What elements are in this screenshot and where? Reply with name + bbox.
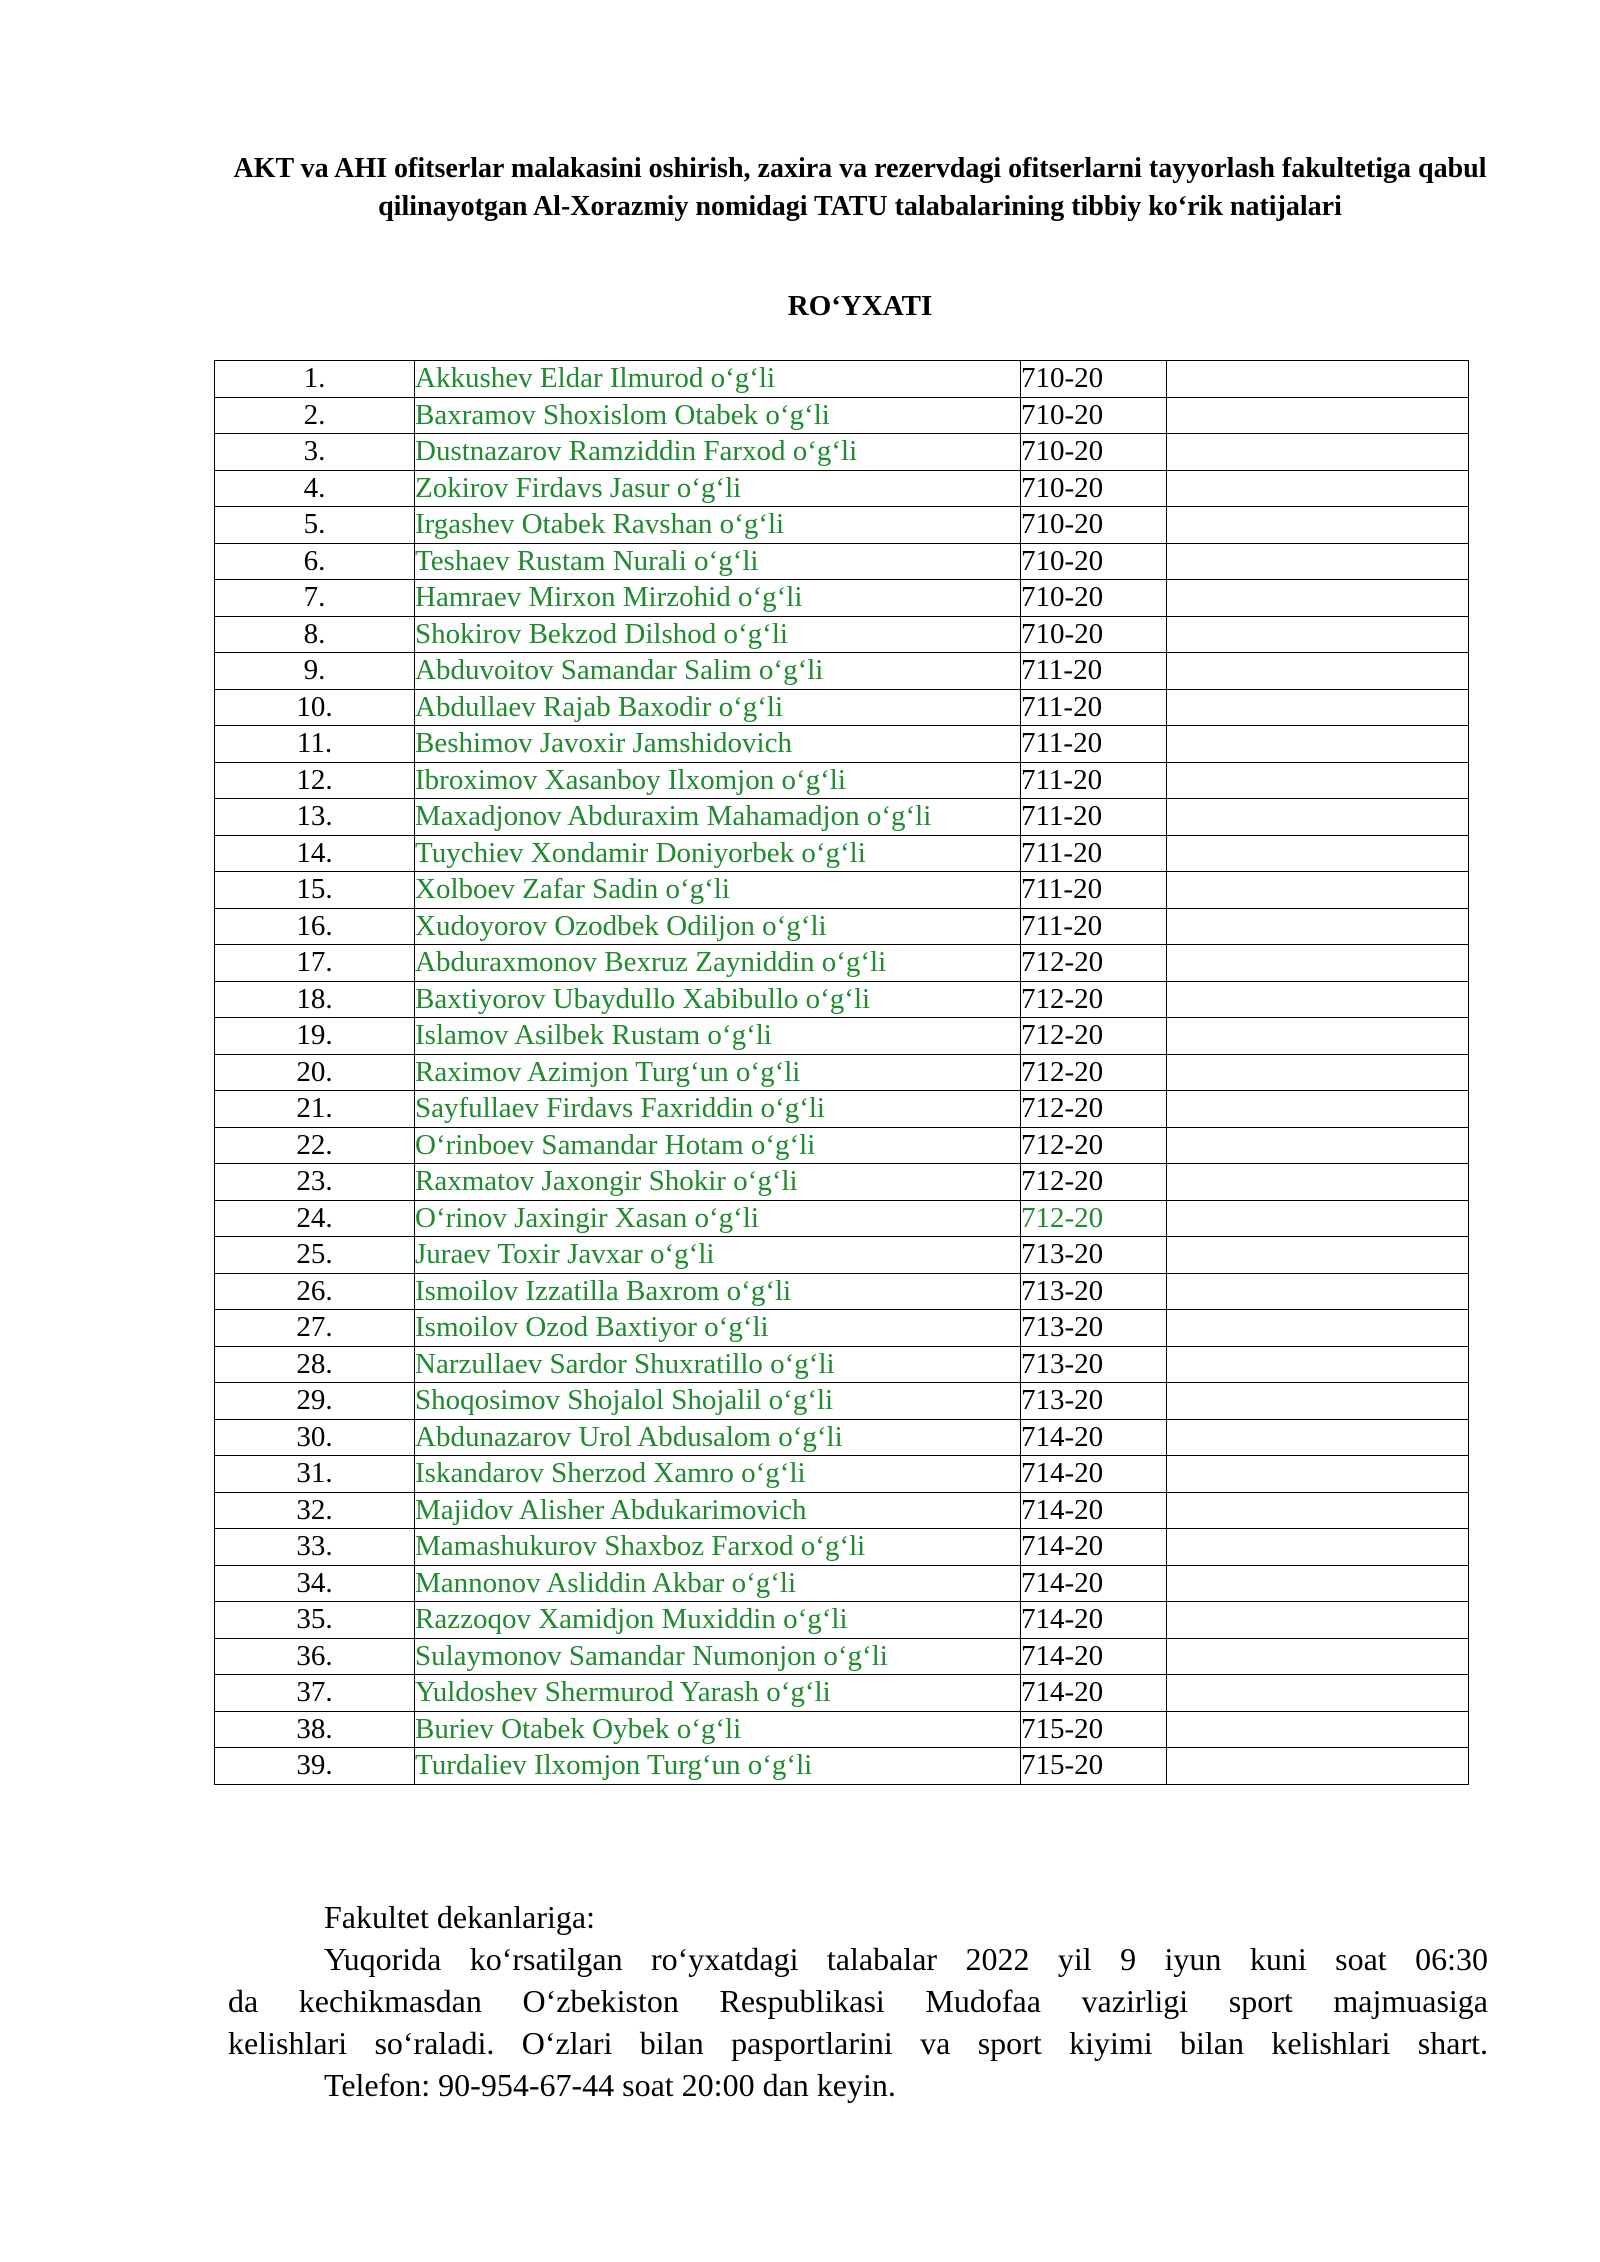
- table-row: [215, 689, 1469, 726]
- student-name: Oʻrinboev Samandar Hotam oʻgʻli: [415, 1127, 1021, 1164]
- group-code: 715-20: [1021, 1711, 1167, 1748]
- group-code: 712-20: [1021, 1091, 1167, 1128]
- group-code: 711-20: [1021, 689, 1167, 726]
- student-name: Xudoyorov Ozodbek Odiljon oʻgʻli: [415, 908, 1021, 945]
- group-code: 714-20: [1021, 1529, 1167, 1566]
- group-code: 714-20: [1021, 1565, 1167, 1602]
- result-cell: [1167, 1310, 1469, 1347]
- result-cell: [1167, 1091, 1469, 1128]
- result-cell: [1167, 945, 1469, 982]
- student-name: Shoqosimov Shojalol Shojalil oʻgʻli: [415, 1383, 1021, 1420]
- row-number: 2.: [215, 397, 415, 434]
- group-code: 711-20: [1021, 835, 1167, 872]
- table-row: [215, 1529, 1469, 1566]
- table-row: [215, 981, 1469, 1018]
- table-row: [215, 1675, 1469, 1712]
- table-row: [215, 653, 1469, 690]
- table-row: [215, 543, 1469, 580]
- result-cell: [1167, 397, 1469, 434]
- result-cell: [1167, 1383, 1469, 1420]
- table-row: [215, 361, 1469, 398]
- result-cell: [1167, 507, 1469, 544]
- group-code: 711-20: [1021, 872, 1167, 909]
- row-number: 24.: [215, 1200, 415, 1237]
- row-number: 22.: [215, 1127, 415, 1164]
- group-code: 710-20: [1021, 470, 1167, 507]
- result-cell: [1167, 1456, 1469, 1493]
- result-cell: [1167, 872, 1469, 909]
- group-code: 713-20: [1021, 1310, 1167, 1347]
- student-name: Xolboev Zafar Sadin oʻgʻli: [415, 872, 1021, 909]
- row-number: 6.: [215, 543, 415, 580]
- group-code: 714-20: [1021, 1638, 1167, 1675]
- group-code: 715-20: [1021, 1748, 1167, 1785]
- row-number: 26.: [215, 1273, 415, 1310]
- table-row: [215, 616, 1469, 653]
- group-code: 714-20: [1021, 1602, 1167, 1639]
- result-cell: [1167, 981, 1469, 1018]
- group-code: 711-20: [1021, 726, 1167, 763]
- student-name: Oʻrinov Jaxingir Xasan oʻgʻli: [415, 1200, 1021, 1237]
- group-code: 711-20: [1021, 653, 1167, 690]
- table-row: [215, 799, 1469, 836]
- result-cell: [1167, 835, 1469, 872]
- student-name: Baxramov Shoxislom Otabek oʻgʻli: [415, 397, 1021, 434]
- row-number: 30.: [215, 1419, 415, 1456]
- group-code: 710-20: [1021, 543, 1167, 580]
- row-number: 8.: [215, 616, 415, 653]
- student-name: Ibroximov Xasanboy Ilxomjon oʻgʻli: [415, 762, 1021, 799]
- table-row: [215, 1748, 1469, 1785]
- table-row: [215, 1091, 1469, 1128]
- row-number: 12.: [215, 762, 415, 799]
- student-name: Shokirov Bekzod Dilshod oʻgʻli: [415, 616, 1021, 653]
- result-cell: [1167, 616, 1469, 653]
- result-cell: [1167, 580, 1469, 617]
- group-code: 712-20: [1021, 981, 1167, 1018]
- student-name: Baxtiyorov Ubaydullo Xabibullo oʻgʻli: [415, 981, 1021, 1018]
- row-number: 35.: [215, 1602, 415, 1639]
- group-code: 711-20: [1021, 762, 1167, 799]
- notice-block: [228, 1896, 1488, 2106]
- result-cell: [1167, 1529, 1469, 1566]
- table-row: [215, 397, 1469, 434]
- row-number: 16.: [215, 908, 415, 945]
- result-cell: [1167, 1711, 1469, 1748]
- row-number: 39.: [215, 1748, 415, 1785]
- table-row: [215, 945, 1469, 982]
- group-code: 711-20: [1021, 908, 1167, 945]
- student-name: Razzoqov Xamidjon Muxiddin oʻgʻli: [415, 1602, 1021, 1639]
- student-name: Islamov Asilbek Rustam oʻgʻli: [415, 1018, 1021, 1055]
- student-name: Iskandarov Sherzod Xamro oʻgʻli: [415, 1456, 1021, 1493]
- group-code: 713-20: [1021, 1383, 1167, 1420]
- row-number: 1.: [215, 361, 415, 398]
- row-number: 33.: [215, 1529, 415, 1566]
- group-code: 710-20: [1021, 397, 1167, 434]
- group-code: 713-20: [1021, 1273, 1167, 1310]
- table-row: [215, 872, 1469, 909]
- result-cell: [1167, 1346, 1469, 1383]
- student-name: Juraev Toxir Javxar oʻgʻli: [415, 1237, 1021, 1274]
- table-row: [215, 835, 1469, 872]
- student-name: Abduraxmonov Bexruz Zayniddin oʻgʻli: [415, 945, 1021, 982]
- student-name: Tuychiev Xondamir Doniyorbek oʻgʻli: [415, 835, 1021, 872]
- table-row: [215, 1054, 1469, 1091]
- group-code: 710-20: [1021, 434, 1167, 471]
- student-name: Hamraev Mirxon Mirzohid oʻgʻli: [415, 580, 1021, 617]
- row-number: 20.: [215, 1054, 415, 1091]
- student-name: Mamashukurov Shaxboz Farxod oʻgʻli: [415, 1529, 1021, 1566]
- result-cell: [1167, 908, 1469, 945]
- student-name: Mannonov Asliddin Akbar oʻgʻli: [415, 1565, 1021, 1602]
- group-code: 714-20: [1021, 1675, 1167, 1712]
- students-table-body: [215, 361, 1469, 1785]
- row-number: 21.: [215, 1091, 415, 1128]
- result-cell: [1167, 1054, 1469, 1091]
- row-number: 19.: [215, 1018, 415, 1055]
- result-cell: [1167, 1675, 1469, 1712]
- student-name: Dustnazarov Ramziddin Farxod oʻgʻli: [415, 434, 1021, 471]
- table-row: [215, 1164, 1469, 1201]
- student-name: Yuldoshev Shermurod Yarash oʻgʻli: [415, 1675, 1021, 1712]
- student-name: Ismoilov Izzatilla Baxrom oʻgʻli: [415, 1273, 1021, 1310]
- group-code: 711-20: [1021, 799, 1167, 836]
- group-code: 713-20: [1021, 1237, 1167, 1274]
- students-table: [214, 360, 1469, 1785]
- group-code: 710-20: [1021, 580, 1167, 617]
- row-number: 27.: [215, 1310, 415, 1347]
- result-cell: [1167, 1602, 1469, 1639]
- result-cell: [1167, 434, 1469, 471]
- row-number: 7.: [215, 580, 415, 617]
- row-number: 10.: [215, 689, 415, 726]
- student-name: Abduvoitov Samandar Salim oʻgʻli: [415, 653, 1021, 690]
- result-cell: [1167, 470, 1469, 507]
- group-code: 713-20: [1021, 1346, 1167, 1383]
- row-number: 25.: [215, 1237, 415, 1274]
- result-cell: [1167, 1237, 1469, 1274]
- notice-phone: Telefon: 90-954-67-44 soat 20:00 dan keyin.: [324, 2067, 896, 2103]
- group-code: 712-20: [1021, 1164, 1167, 1201]
- result-cell: [1167, 1018, 1469, 1055]
- row-number: 37.: [215, 1675, 415, 1712]
- result-cell: [1167, 361, 1469, 398]
- table-row: [215, 1565, 1469, 1602]
- table-row: [215, 1346, 1469, 1383]
- result-cell: [1167, 1127, 1469, 1164]
- row-number: 11.: [215, 726, 415, 763]
- student-name: Zokirov Firdavs Jasur oʻgʻli: [415, 470, 1021, 507]
- table-row: [215, 762, 1469, 799]
- result-cell: [1167, 762, 1469, 799]
- result-cell: [1167, 689, 1469, 726]
- table-row: [215, 1127, 1469, 1164]
- group-code: 712-20: [1021, 1127, 1167, 1164]
- table-row: [215, 1638, 1469, 1675]
- student-name: Teshaev Rustam Nurali oʻgʻli: [415, 543, 1021, 580]
- row-number: 13.: [215, 799, 415, 836]
- table-row: [215, 1602, 1469, 1639]
- student-name: Turdaliev Ilxomjon Turgʻun oʻgʻli: [415, 1748, 1021, 1785]
- student-name: Ismoilov Ozod Baxtiyor oʻgʻli: [415, 1310, 1021, 1347]
- result-cell: [1167, 1273, 1469, 1310]
- row-number: 18.: [215, 981, 415, 1018]
- table-row: [215, 1310, 1469, 1347]
- row-number: 23.: [215, 1164, 415, 1201]
- student-name: Akkushev Eldar Ilmurod oʻgʻli: [415, 361, 1021, 398]
- group-code: 714-20: [1021, 1419, 1167, 1456]
- row-number: 15.: [215, 872, 415, 909]
- table-row: [215, 1711, 1469, 1748]
- table-row: [215, 1237, 1469, 1274]
- document-title: AKT va AHI ofitserlar malakasini oshirish, zaxira va rezervdagi ofitserlarni tayyorlash fakultetiga qabul qilinayotgan Al-Xorazmiy nomidagi TATU talabalarining tibbiy koʻrik natijalari: [233, 153, 1487, 222]
- student-name: Beshimov Javoxir Jamshidovich: [415, 726, 1021, 763]
- result-cell: [1167, 726, 1469, 763]
- group-code: 712-20: [1021, 1054, 1167, 1091]
- table-row: [215, 1200, 1469, 1237]
- row-number: 31.: [215, 1456, 415, 1493]
- student-name: Narzullaev Sardor Shuxratillo oʻgʻli: [415, 1346, 1021, 1383]
- result-cell: [1167, 1492, 1469, 1529]
- table-row: [215, 1419, 1469, 1456]
- table-row: [215, 1383, 1469, 1420]
- student-name: Raximov Azimjon Turgʻun oʻgʻli: [415, 1054, 1021, 1091]
- table-row: [215, 507, 1469, 544]
- student-name: Abdullaev Rajab Baxodir oʻgʻli: [415, 689, 1021, 726]
- student-name: Maxadjonov Abduraxim Mahamadjon oʻgʻli: [415, 799, 1021, 836]
- notice-line-1: Yuqorida koʻrsatilgan roʻyxatdagi talabalar 2022 yil 9 iyun kuni soat 06:30: [324, 1941, 1488, 1977]
- student-name: Sayfullaev Firdavs Faxriddin oʻgʻli: [415, 1091, 1021, 1128]
- table-row: [215, 1018, 1469, 1055]
- result-cell: [1167, 1565, 1469, 1602]
- student-name: Irgashev Otabek Ravshan oʻgʻli: [415, 507, 1021, 544]
- group-code: 710-20: [1021, 361, 1167, 398]
- table-row: [215, 908, 1469, 945]
- row-number: 29.: [215, 1383, 415, 1420]
- group-code: 712-20: [1021, 945, 1167, 982]
- result-cell: [1167, 653, 1469, 690]
- result-cell: [1167, 1419, 1469, 1456]
- result-cell: [1167, 1200, 1469, 1237]
- row-number: 38.: [215, 1711, 415, 1748]
- result-cell: [1167, 799, 1469, 836]
- result-cell: [1167, 543, 1469, 580]
- group-code: 714-20: [1021, 1456, 1167, 1493]
- row-number: 32.: [215, 1492, 415, 1529]
- list-heading: ROʻYXATI: [787, 290, 933, 322]
- group-code: 710-20: [1021, 507, 1167, 544]
- table-row: [215, 1456, 1469, 1493]
- row-number: 36.: [215, 1638, 415, 1675]
- student-name: Majidov Alisher Abdukarimovich: [415, 1492, 1021, 1529]
- row-number: 3.: [215, 434, 415, 471]
- group-code: 710-20: [1021, 616, 1167, 653]
- result-cell: [1167, 1164, 1469, 1201]
- table-row: [215, 1273, 1469, 1310]
- table-row: [215, 470, 1469, 507]
- table-row: [215, 1492, 1469, 1529]
- notice-addressee: Fakultet dekanlariga:: [324, 1899, 596, 1935]
- table-row: [215, 726, 1469, 763]
- group-code: 712-20: [1021, 1200, 1167, 1237]
- row-number: 9.: [215, 653, 415, 690]
- notice-line-3: kelishlari soʻraladi. Oʻzlari bilan pasportlarini va sport kiyimi bilan kelishlari shart.: [228, 2025, 1488, 2061]
- group-code: 712-20: [1021, 1018, 1167, 1055]
- row-number: 34.: [215, 1565, 415, 1602]
- row-number: 14.: [215, 835, 415, 872]
- table-row: [215, 580, 1469, 617]
- student-name: Raxmatov Jaxongir Shokir oʻgʻli: [415, 1164, 1021, 1201]
- row-number: 17.: [215, 945, 415, 982]
- row-number: 4.: [215, 470, 415, 507]
- result-cell: [1167, 1638, 1469, 1675]
- group-code: 714-20: [1021, 1492, 1167, 1529]
- row-number: 5.: [215, 507, 415, 544]
- row-number: 28.: [215, 1346, 415, 1383]
- result-cell: [1167, 1748, 1469, 1785]
- table-row: [215, 434, 1469, 471]
- student-name: Abdunazarov Urol Abdusalom oʻgʻli: [415, 1419, 1021, 1456]
- student-name: Buriev Otabek Oybek oʻgʻli: [415, 1711, 1021, 1748]
- student-name: Sulaymonov Samandar Numonjon oʻgʻli: [415, 1638, 1021, 1675]
- notice-line-2: da kechikmasdan Oʻzbekiston Respublikasi Mudofaa vazirligi sport majmuasiga: [228, 1983, 1488, 2019]
